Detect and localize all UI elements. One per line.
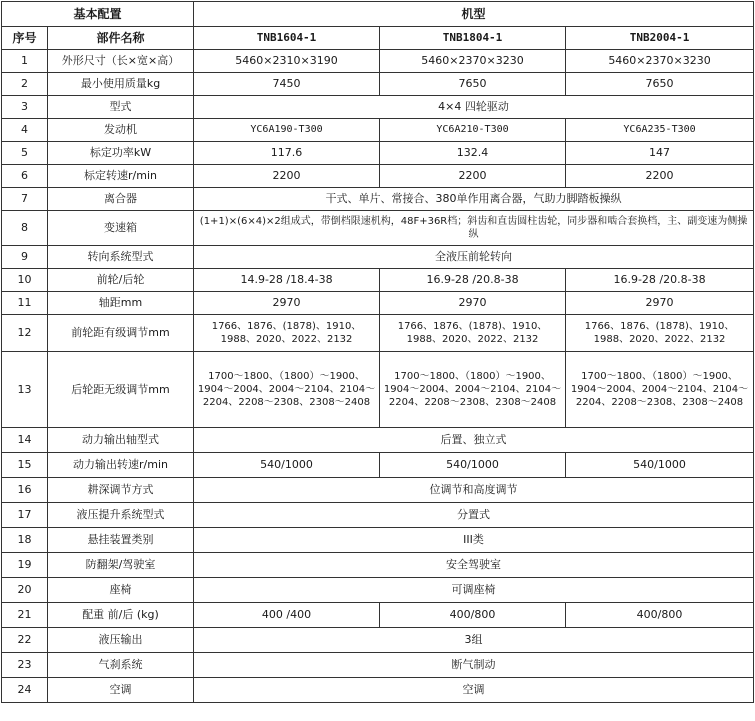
row-number: 6 — [2, 165, 48, 188]
table-row — [2, 628, 754, 653]
table-row — [2, 188, 754, 211]
row-number: 20 — [2, 578, 48, 603]
table-row — [2, 292, 754, 315]
row-number: 16 — [2, 478, 48, 503]
spec-value: 位调节和高度调节 — [194, 478, 754, 503]
part-name: 外形尺寸（长×宽×高） — [48, 50, 194, 73]
spec-value: 断气制动 — [194, 653, 754, 678]
part-name: 动力输出轴型式 — [48, 428, 194, 453]
part-name: 防翻架/驾驶室 — [48, 553, 194, 578]
row-number: 7 — [2, 188, 48, 211]
spec-value: 干式、单片、常接合、380单作用离合器，气助力脚踏板操纵 — [194, 188, 754, 211]
model-2-header: TNB1804-1 — [380, 27, 566, 50]
table-row — [2, 119, 754, 142]
row-number: 14 — [2, 428, 48, 453]
row-number: 11 — [2, 292, 48, 315]
table-row — [2, 553, 754, 578]
table-row — [2, 453, 754, 478]
spec-value: 400/800 — [566, 603, 754, 628]
spec-value: 1766、1876、(1878)、1910、1988、2020、2022、2132 — [380, 315, 566, 352]
basic-config-header: 基本配置 — [2, 2, 194, 27]
row-number: 8 — [2, 211, 48, 246]
row-number: 12 — [2, 315, 48, 352]
spec-value: 7650 — [566, 73, 754, 96]
table-row — [2, 578, 754, 603]
part-name: 后轮距无级调节mm — [48, 352, 194, 428]
spec-value: 16.9-28 /20.8-38 — [380, 269, 566, 292]
table-row — [2, 503, 754, 528]
row-number: 17 — [2, 503, 48, 528]
part-name-header: 部件名称 — [48, 27, 194, 50]
part-name: 最小使用质量kg — [48, 73, 194, 96]
row-number: 13 — [2, 352, 48, 428]
row-number: 2 — [2, 73, 48, 96]
spec-value: 4×4 四轮驱动 — [194, 96, 754, 119]
spec-value: (1+1)×(6×4)×2组成式，带倒档限速机构，48F+36R档；斜齿和直齿圆柱齿轮，同步器和啮合套换档，主、副变速为侧操纵 — [194, 211, 754, 246]
row-number: 23 — [2, 653, 48, 678]
spec-value: 1766、1876、(1878)、1910、1988、2020、2022、2132 — [566, 315, 754, 352]
part-name: 发动机 — [48, 119, 194, 142]
table-row — [2, 73, 754, 96]
row-number: 5 — [2, 142, 48, 165]
row-number: 22 — [2, 628, 48, 653]
spec-value: 2200 — [380, 165, 566, 188]
model-3-header: TNB2004-1 — [566, 27, 754, 50]
part-name: 转向系统型式 — [48, 246, 194, 269]
header-row-top — [2, 2, 754, 27]
spec-value: 安全驾驶室 — [194, 553, 754, 578]
part-name: 悬挂装置类别 — [48, 528, 194, 553]
spec-table — [1, 1, 754, 703]
part-name: 液压提升系统型式 — [48, 503, 194, 528]
spec-value: 400/800 — [380, 603, 566, 628]
spec-value: 5460×2310×3190 — [194, 50, 380, 73]
header-row-columns — [2, 27, 754, 50]
part-name: 液压输出 — [48, 628, 194, 653]
part-name: 标定转速r/min — [48, 165, 194, 188]
part-name: 型式 — [48, 96, 194, 119]
spec-value: 5460×2370×3230 — [380, 50, 566, 73]
table-row — [2, 246, 754, 269]
spec-value: 400 /400 — [194, 603, 380, 628]
spec-value: 117.6 — [194, 142, 380, 165]
spec-value: 1700～1800、（1800）～1900、1904～2004、2004～2104、2104～2204、2208～2308、2308～2408 — [380, 352, 566, 428]
table-row — [2, 269, 754, 292]
spec-value: 2970 — [566, 292, 754, 315]
table-row — [2, 165, 754, 188]
part-name: 标定功率kW — [48, 142, 194, 165]
row-number: 15 — [2, 453, 48, 478]
spec-value: 2200 — [194, 165, 380, 188]
spec-value: YC6A190-T300 — [194, 119, 380, 142]
part-name: 座椅 — [48, 578, 194, 603]
spec-value: 后置、独立式 — [194, 428, 754, 453]
part-name: 变速箱 — [48, 211, 194, 246]
part-name: 前轮/后轮 — [48, 269, 194, 292]
spec-value: 全液压前轮转向 — [194, 246, 754, 269]
spec-value: YC6A210-T300 — [380, 119, 566, 142]
spec-value: 2200 — [566, 165, 754, 188]
model-header: 机型 — [194, 2, 754, 27]
spec-value: YC6A235-T300 — [566, 119, 754, 142]
table-row — [2, 653, 754, 678]
part-name: 前轮距有级调节mm — [48, 315, 194, 352]
part-name: 配重 前/后 (kg) — [48, 603, 194, 628]
part-name: 轴距mm — [48, 292, 194, 315]
spec-value: 分置式 — [194, 503, 754, 528]
spec-value: 1700～1800、（1800）～1900、1904～2004、2004～2104、2104～2204、2208～2308、2308～2408 — [566, 352, 754, 428]
row-number: 9 — [2, 246, 48, 269]
spec-value: 空调 — [194, 678, 754, 703]
row-number: 21 — [2, 603, 48, 628]
table-row — [2, 352, 754, 428]
part-name: 空调 — [48, 678, 194, 703]
spec-value: 7450 — [194, 73, 380, 96]
part-name: 气刹系统 — [48, 653, 194, 678]
table-row — [2, 678, 754, 703]
spec-value: 可调座椅 — [194, 578, 754, 603]
row-number: 4 — [2, 119, 48, 142]
table-row — [2, 96, 754, 119]
row-number: 18 — [2, 528, 48, 553]
row-number: 24 — [2, 678, 48, 703]
no-header: 序号 — [2, 27, 48, 50]
row-number: 19 — [2, 553, 48, 578]
row-number: 3 — [2, 96, 48, 119]
spec-value: 5460×2370×3230 — [566, 50, 754, 73]
spec-value: 16.9-28 /20.8-38 — [566, 269, 754, 292]
row-number: 10 — [2, 269, 48, 292]
table-row — [2, 478, 754, 503]
table-row — [2, 50, 754, 73]
spec-value: 2970 — [194, 292, 380, 315]
spec-value: 1700～1800、（1800）～1900、1904～2004、2004～2104、2104～2204、2208～2308、2308～2408 — [194, 352, 380, 428]
table-row — [2, 428, 754, 453]
part-name: 离合器 — [48, 188, 194, 211]
part-name: 耕深调节方式 — [48, 478, 194, 503]
table-row — [2, 211, 754, 246]
table-row — [2, 315, 754, 352]
spec-value: III类 — [194, 528, 754, 553]
spec-value: 7650 — [380, 73, 566, 96]
spec-value: 540/1000 — [566, 453, 754, 478]
spec-value: 1766、1876、(1878)、1910、1988、2020、2022、2132 — [194, 315, 380, 352]
row-number: 1 — [2, 50, 48, 73]
table-row — [2, 603, 754, 628]
spec-value: 14.9-28 /18.4-38 — [194, 269, 380, 292]
spec-value: 132.4 — [380, 142, 566, 165]
spec-value: 147 — [566, 142, 754, 165]
spec-value: 540/1000 — [194, 453, 380, 478]
part-name: 动力输出转速r/min — [48, 453, 194, 478]
table-row — [2, 528, 754, 553]
table-row — [2, 142, 754, 165]
model-1-header: TNB1604-1 — [194, 27, 380, 50]
spec-value: 3组 — [194, 628, 754, 653]
spec-value: 2970 — [380, 292, 566, 315]
spec-value: 540/1000 — [380, 453, 566, 478]
